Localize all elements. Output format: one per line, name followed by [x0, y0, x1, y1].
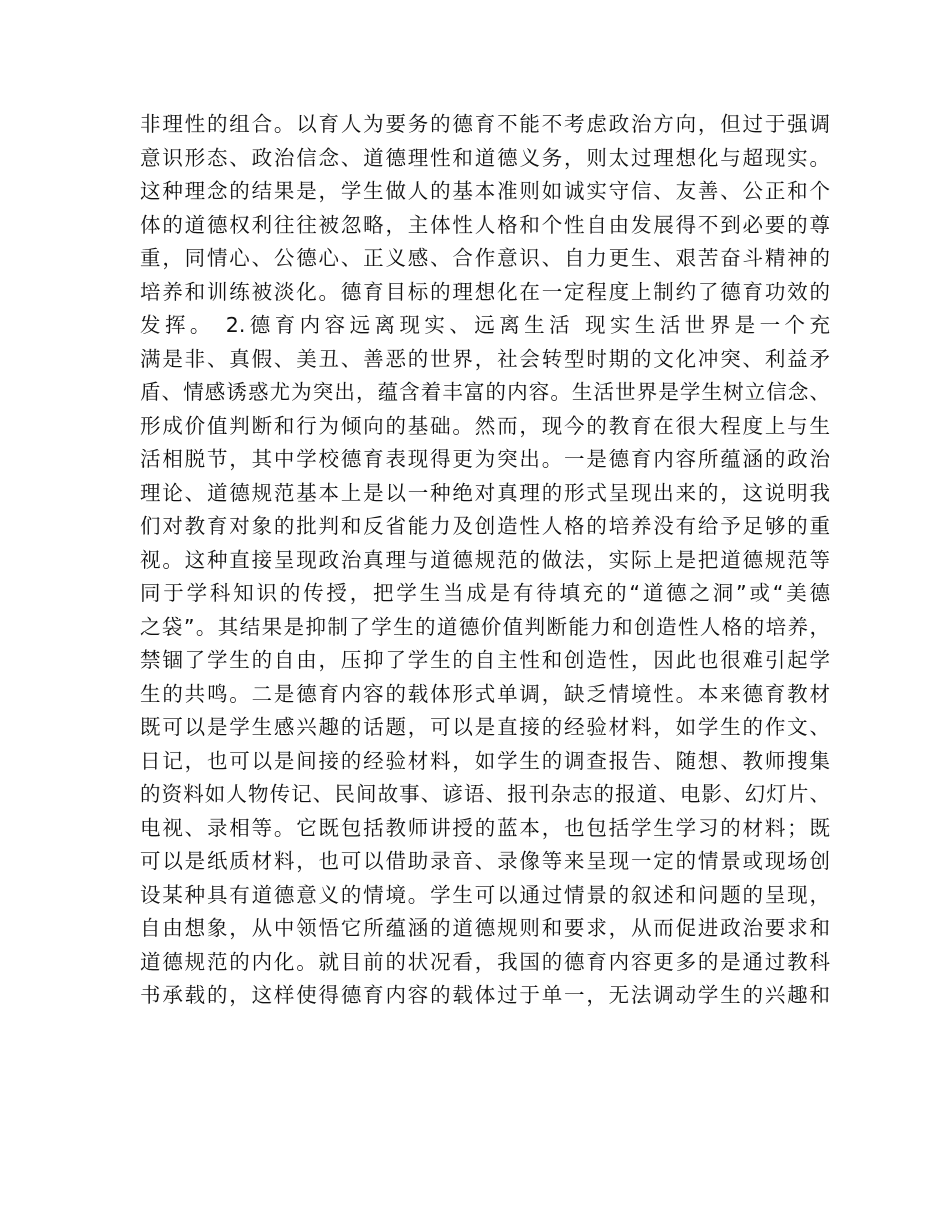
text-line: 日记，也可以是间接的经验材料，如学生的调查报告、随想、教师搜集 — [140, 748, 830, 773]
text-line: 盾、情感诱惑尤为突出，蕴含着丰富的内容。生活世界是学生树立信念、 — [140, 380, 830, 404]
text-line: 之袋”。其结果是抑制了学生的道德价值判断能力和创造性人格的培养， — [140, 614, 830, 639]
text-line: 体的道德权利往往被忽略，主体性人格和个性自由发展得不到必要的尊 — [140, 212, 830, 237]
text-line: 发挥。 2.德育内容远离现实、远离生活 现实生活世界是一个充 — [140, 313, 830, 337]
text-line: 的资料如人物传记、民间故事、谚语、报刊杂志的报道、电影、幻灯片、 — [140, 782, 830, 806]
text-line: 书承载的，这样使得德育内容的载体过于单一，无法调动学生的兴趣和 — [140, 983, 830, 1007]
text-line: 重，同情心、公德心、正义感、合作意识、自力更生、艰苦奋斗精神的 — [140, 246, 830, 270]
text-line: 既可以是学生感兴趣的话题，可以是直接的经验材料，如学生的作文、 — [140, 715, 830, 739]
text-line: 自由想象，从中领悟它所蕴涵的道德规则和要求，从而促进政治要求和 — [140, 916, 830, 940]
text-line: 这种理念的结果是，学生做人的基本准则如诚实守信、友善、公正和个 — [140, 179, 830, 203]
text-line: 满是非、真假、美丑、善恶的世界，社会转型时期的文化冲突、利益矛 — [140, 346, 830, 371]
text-line: 理论、道德规范基本上是以一种绝对真理的形式呈现出来的，这说明我 — [140, 480, 830, 505]
text-line: 意识形态、政治信念、道德理性和道德义务，则太过理想化与超现实。 — [140, 145, 830, 170]
text-line: 可以是纸质材料，也可以借助录音、录像等来呈现一定的情景或现场创 — [140, 849, 830, 873]
text-line: 电视、录相等。它既包括教师讲授的蓝本，也包括学生学习的材料；既 — [140, 815, 830, 840]
text-line: 禁锢了学生的自由，压抑了学生的自主性和创造性，因此也很难引起学 — [140, 648, 830, 672]
text-line: 活相脱节，其中学校德育表现得更为突出。一是德育内容所蕴涵的政治 — [140, 447, 830, 471]
text-line: 道德规范的内化。就目前的状况看，我国的德育内容更多的是通过教科 — [140, 949, 830, 974]
text-line: 视。这种直接呈现政治真理与道德规范的做法，实际上是把道德规范等 — [140, 547, 830, 572]
text-line: 非理性的组合。以育人为要务的德育不能不考虑政治方向，但过于强调 — [140, 112, 830, 136]
text-line: 生的共鸣。二是德育内容的载体形式单调，缺乏情境性。本来德育教材 — [140, 681, 830, 706]
text-line: 形成价值判断和行为倾向的基础。然而，现今的教育在很大程度上与生 — [140, 413, 830, 438]
text-line: 们对教育对象的批判和反省能力及创造性人格的培养没有给予足够的重 — [140, 514, 830, 538]
text-line: 同于学科知识的传授，把学生当成是有待填充的“道德之洞”或“美德 — [140, 581, 830, 605]
text-line: 设某种具有道德意义的情境。学生可以通过情景的叙述和问题的呈现， — [140, 882, 830, 907]
text-line: 培养和训练被淡化。德育目标的理想化在一定程度上制约了德育功效的 — [140, 279, 830, 304]
body-text — [140, 108, 830, 1013]
